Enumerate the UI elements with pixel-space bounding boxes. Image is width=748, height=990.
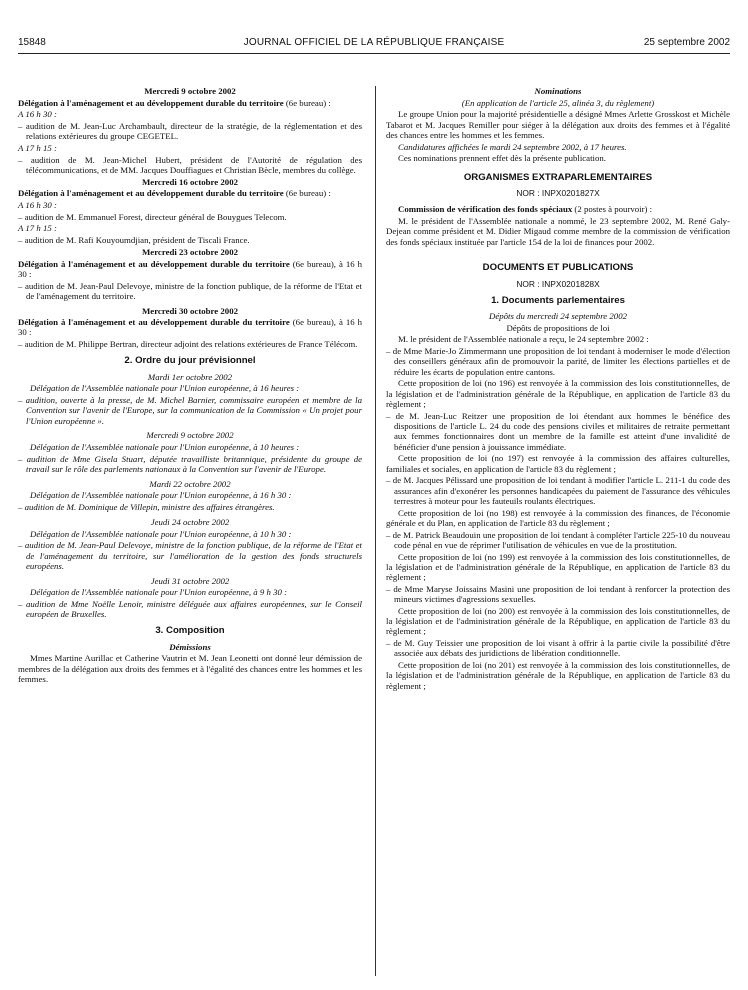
date-heading: Jeudi 24 octobre 2002 [150,516,230,527]
audition-item: – audition de M. Rafi Kouyoumdjian, président de Tiscali France. [18,235,250,246]
date-heading: Mardi 22 octobre 2002 [149,478,231,489]
audition-item: – audition, ouverte à la presse, de M. Michel Barnier, commissaire européen et membre de la Convention sur l'avenir de l'Europe, sur la communication de la Commission « Un projet pour l'Union européenne ». [18,395,362,426]
nor-reference: NOR : INPX0201827X [516,187,600,198]
audition-item: – audition de M. Jean-Paul Delevoye, ministre de la fonction publique, de la réforme de l'Etat et de l'aménagement du territoire, sur l'amélioration de la gestion des fonds structurels européens. [18,540,362,571]
delegation-heading: Délégation de l'Assemblée nationale pour l'Union européenne, à 9 h 30 : [30,587,288,598]
section-heading: 1. Documents parlementaires [491,294,625,306]
subsection-heading: Dépôts du mercredi 24 septembre 2002 [488,311,628,322]
delegation-heading: Délégation à l'aménagement et au développement durable du territoire (6e bureau) : [18,97,331,108]
audition-item: – audition de M. Jean-Paul Delevoye, ministre de la fonction publique, de la réforme de l'Etat et de l'aménagement du territoire. [18,280,362,301]
proposal-referral: Cette proposition de loi (no 197) est renvoyée à la commission des affaires culturelles, familiales et sociales, en application de l'article 83 du règlement ; [386,453,730,474]
delegation-heading: Délégation à l'aménagement et au développement durable du territoire (6e bureau), à 16 h 30 : [18,258,362,279]
column-divider [375,86,376,976]
audition-item: – audition de Mme Gisela Stuart, députée travailliste britannique, présidente du groupe de travail sur le rôle des parlements nationaux à la Convention sur l'avenir de l'Europe. [18,453,362,475]
time-label: A 16 h 30 : [18,109,57,120]
date-heading: Mercredi 23 octobre 2002 [141,246,238,257]
commission-heading: Commission de vérification des fonds spéciaux (2 postes à pourvoir) : [398,204,653,215]
date-heading: Mercredi 9 octobre 2002 [146,430,234,441]
section-heading: DOCUMENTS ET PUBLICATIONS [482,262,634,274]
proposal-referral: Cette proposition de loi (no 201) est renvoyée à la commission des lois constitutionnelles, de la législation et de l'administration générale de la République, en application de l'article 83 du règlement ; [386,660,730,691]
audition-item: – audition de M. Jean-Michel Hubert, président de l'Autorité de régulation des télécommunications, et de MM. Jacques Douffiagues et Christian Bècle, membres du collège. [18,154,362,176]
proposal-referral: Cette proposition de loi (no 198) est renvoyée à la commission des finances, de l'économie générale et du Plan, en application de l'article 83 du règlement ; [386,507,730,528]
delegation-heading: Délégation de l'Assemblée nationale pour l'Union européenne, à 16 h 30 : [30,490,292,501]
time-label: A 17 h 15 : [18,223,57,234]
section-heading: 3. Composition [155,625,225,637]
date-heading: Mardi 1er octobre 2002 [147,371,233,382]
body-paragraph: M. le président de l'Assemblée nationale a nommé, le 23 septembre 2002, M. René Galy-Dejean comme président et M. Didier Migaud comme membre de la commission de vérification des fonds spéciaux instituée par l'article 154 de la loi de finances pour 2002. [386,215,730,247]
journal-title: JOURNAL OFFICIEL DE LA RÉPUBLIQUE FRANÇAISE [243,37,505,48]
proposal-referral: Cette proposition de loi (no 200) est renvoyée à la commission des lois constitutionnelles, de la législation et de l'administration générale de la République, en application de l'article 83 du règlement ; [386,605,730,637]
delegation-heading: Délégation à l'aménagement et au développement durable du territoire (6e bureau) : [18,188,331,199]
time-label: A 17 h 15 : [18,143,57,154]
audition-item: – audition de M. Philippe Bertran, directeur adjoint des relations extérieures de France Télécom. [18,339,358,350]
section-heading: 2. Ordre du jour prévisionnel [124,355,256,367]
delegation-heading: Délégation de l'Assemblée nationale pour l'Union européenne, à 16 heures : [30,383,300,394]
proposal-item: – de Mme Maryse Joissains Masini une proposition de loi tendant à renforcer la protection des mineurs victimes d'agressions sexuelles. [386,583,730,605]
body-paragraph: Mmes Martine Aurillac et Catherine Vautrin et M. Jean Leonetti ont donné leur démission de membres de la délégation aux droits des femmes et à l'égalité des chances entre les hommes et les femmes. [18,653,362,685]
date-heading: Mercredi 16 octobre 2002 [141,176,238,187]
body-paragraph: Le groupe Union pour la majorité présidentielle a désigné Mmes Arlette Grosskost et Michèle Tabarot et M. Jacques Remiller pour siéger à la délégation aux droits des femmes et à l'égalité des chances entre les hommes et les femmes. [386,109,730,140]
date-heading: Mercredi 30 octobre 2002 [141,305,238,316]
proposal-item: – de M. Patrick Beaudouin une proposition de loi tendant à compléter l'article 225-10 du nouveau code pénal en vue de réprimer l'utilisation de véhicules en vue de la prostitution. [386,529,730,550]
delegation-heading: Délégation à l'aménagement et au développement durable du territoire (6e bureau), à 16 h 30 : [18,317,362,338]
audition-item: – audition de M. Jean-Luc Archambault, directeur de la stratégie, de la réglementation et des relations extérieures du groupe CEGETEL. [18,121,362,142]
proposal-item: – de Mme Marie-Jo Zimmermann une proposition de loi tendant à moderniser le mode d'élection des conseillers généraux afin de promouvoir la parité, de limiter les élections partielles et de réduire les écarts de population entre cantons. [386,346,730,377]
delegation-heading: Délégation de l'Assemblée nationale pour l'Union européenne, à 10 heures : [30,442,300,453]
issue-date: 25 septembre 2002 [643,37,730,48]
body-paragraph: Ces nominations prennent effet dès la présente publication. [398,153,606,164]
proposal-referral: Cette proposition de loi (no 199) est renvoyée à la commission des lois constitutionnelles, de la législation et de l'administration générale de la République, en application de l'article 83 du règlement ; [386,551,730,583]
audition-item: – audition de M. Dominique de Villepin, ministre des affaires étrangères. [18,502,275,513]
proposal-item: – de M. Jean-Luc Reitzer une proposition de loi étendant aux hommes le bénéfice des dispositions de l'article L. 24 du code des pensions civiles et militaires de retraite permettant aux femmes fonctionnaires dont un membre de la famille est atteint d'une invalidité de bénéficier d'une pension à jouissance immédiate. [386,410,730,452]
time-label: A 16 h 30 : [18,200,57,211]
nor-reference: NOR : INPX0201828X [516,278,600,289]
proposal-referral: Cette proposition de loi (no 196) est renvoyée à la commission des lois constitutionnelles, de la législation et de l'administration générale de la République, en application de l'article 83 du règlement ; [386,378,730,410]
date-heading: Jeudi 31 octobre 2002 [150,575,230,586]
proposal-item: – de M. Guy Teissier une proposition de loi visant à offrir à la partie civile la possibilité d'être associée aux débats des juridictions de libération conditionnelle. [386,638,730,659]
page-number: 15848 [18,37,46,48]
delegation-heading: Délégation de l'Assemblée nationale pour l'Union européenne, à 10 h 30 : [30,528,292,539]
subsection-heading: Nominations [534,86,582,96]
left-column [18,86,362,686]
subsection-heading: Démissions [169,641,211,652]
body-paragraph: Candidatures affichées le mardi 24 septembre 2002, à 17 heures. [398,141,627,152]
subsection-note: (En application de l'article 25, alinéa 3, du règlement) [461,97,655,108]
section-heading: ORGANISMES EXTRAPARLEMENTAIRES [463,171,653,183]
subsection-heading: Dépôts de propositions de loi [506,322,610,333]
page-header [18,37,730,54]
audition-item: – audition de Mme Noëlle Lenoir, ministre déléguée aux affaires européennes, sur le Conseil européen de Bruxelles. [18,598,362,620]
date-heading: Mercredi 9 octobre 2002 [144,86,236,96]
right-column [386,86,730,692]
audition-item: – audition de M. Emmanuel Forest, directeur général de Bouygues Telecom. [18,211,287,222]
proposal-item: – de M. Jacques Pélissard une proposition de loi tendant à modifier l'article L. 211-1 du code des assurances afin d'exonérer les personnes handicapées du paiement de l'assurance des véhicules terrestres à moteur pour les fauteuils roulants électriques. [386,475,730,506]
body-paragraph: M. le président de l'Assemblée nationale a reçu, le 24 septembre 2002 : [398,334,649,345]
